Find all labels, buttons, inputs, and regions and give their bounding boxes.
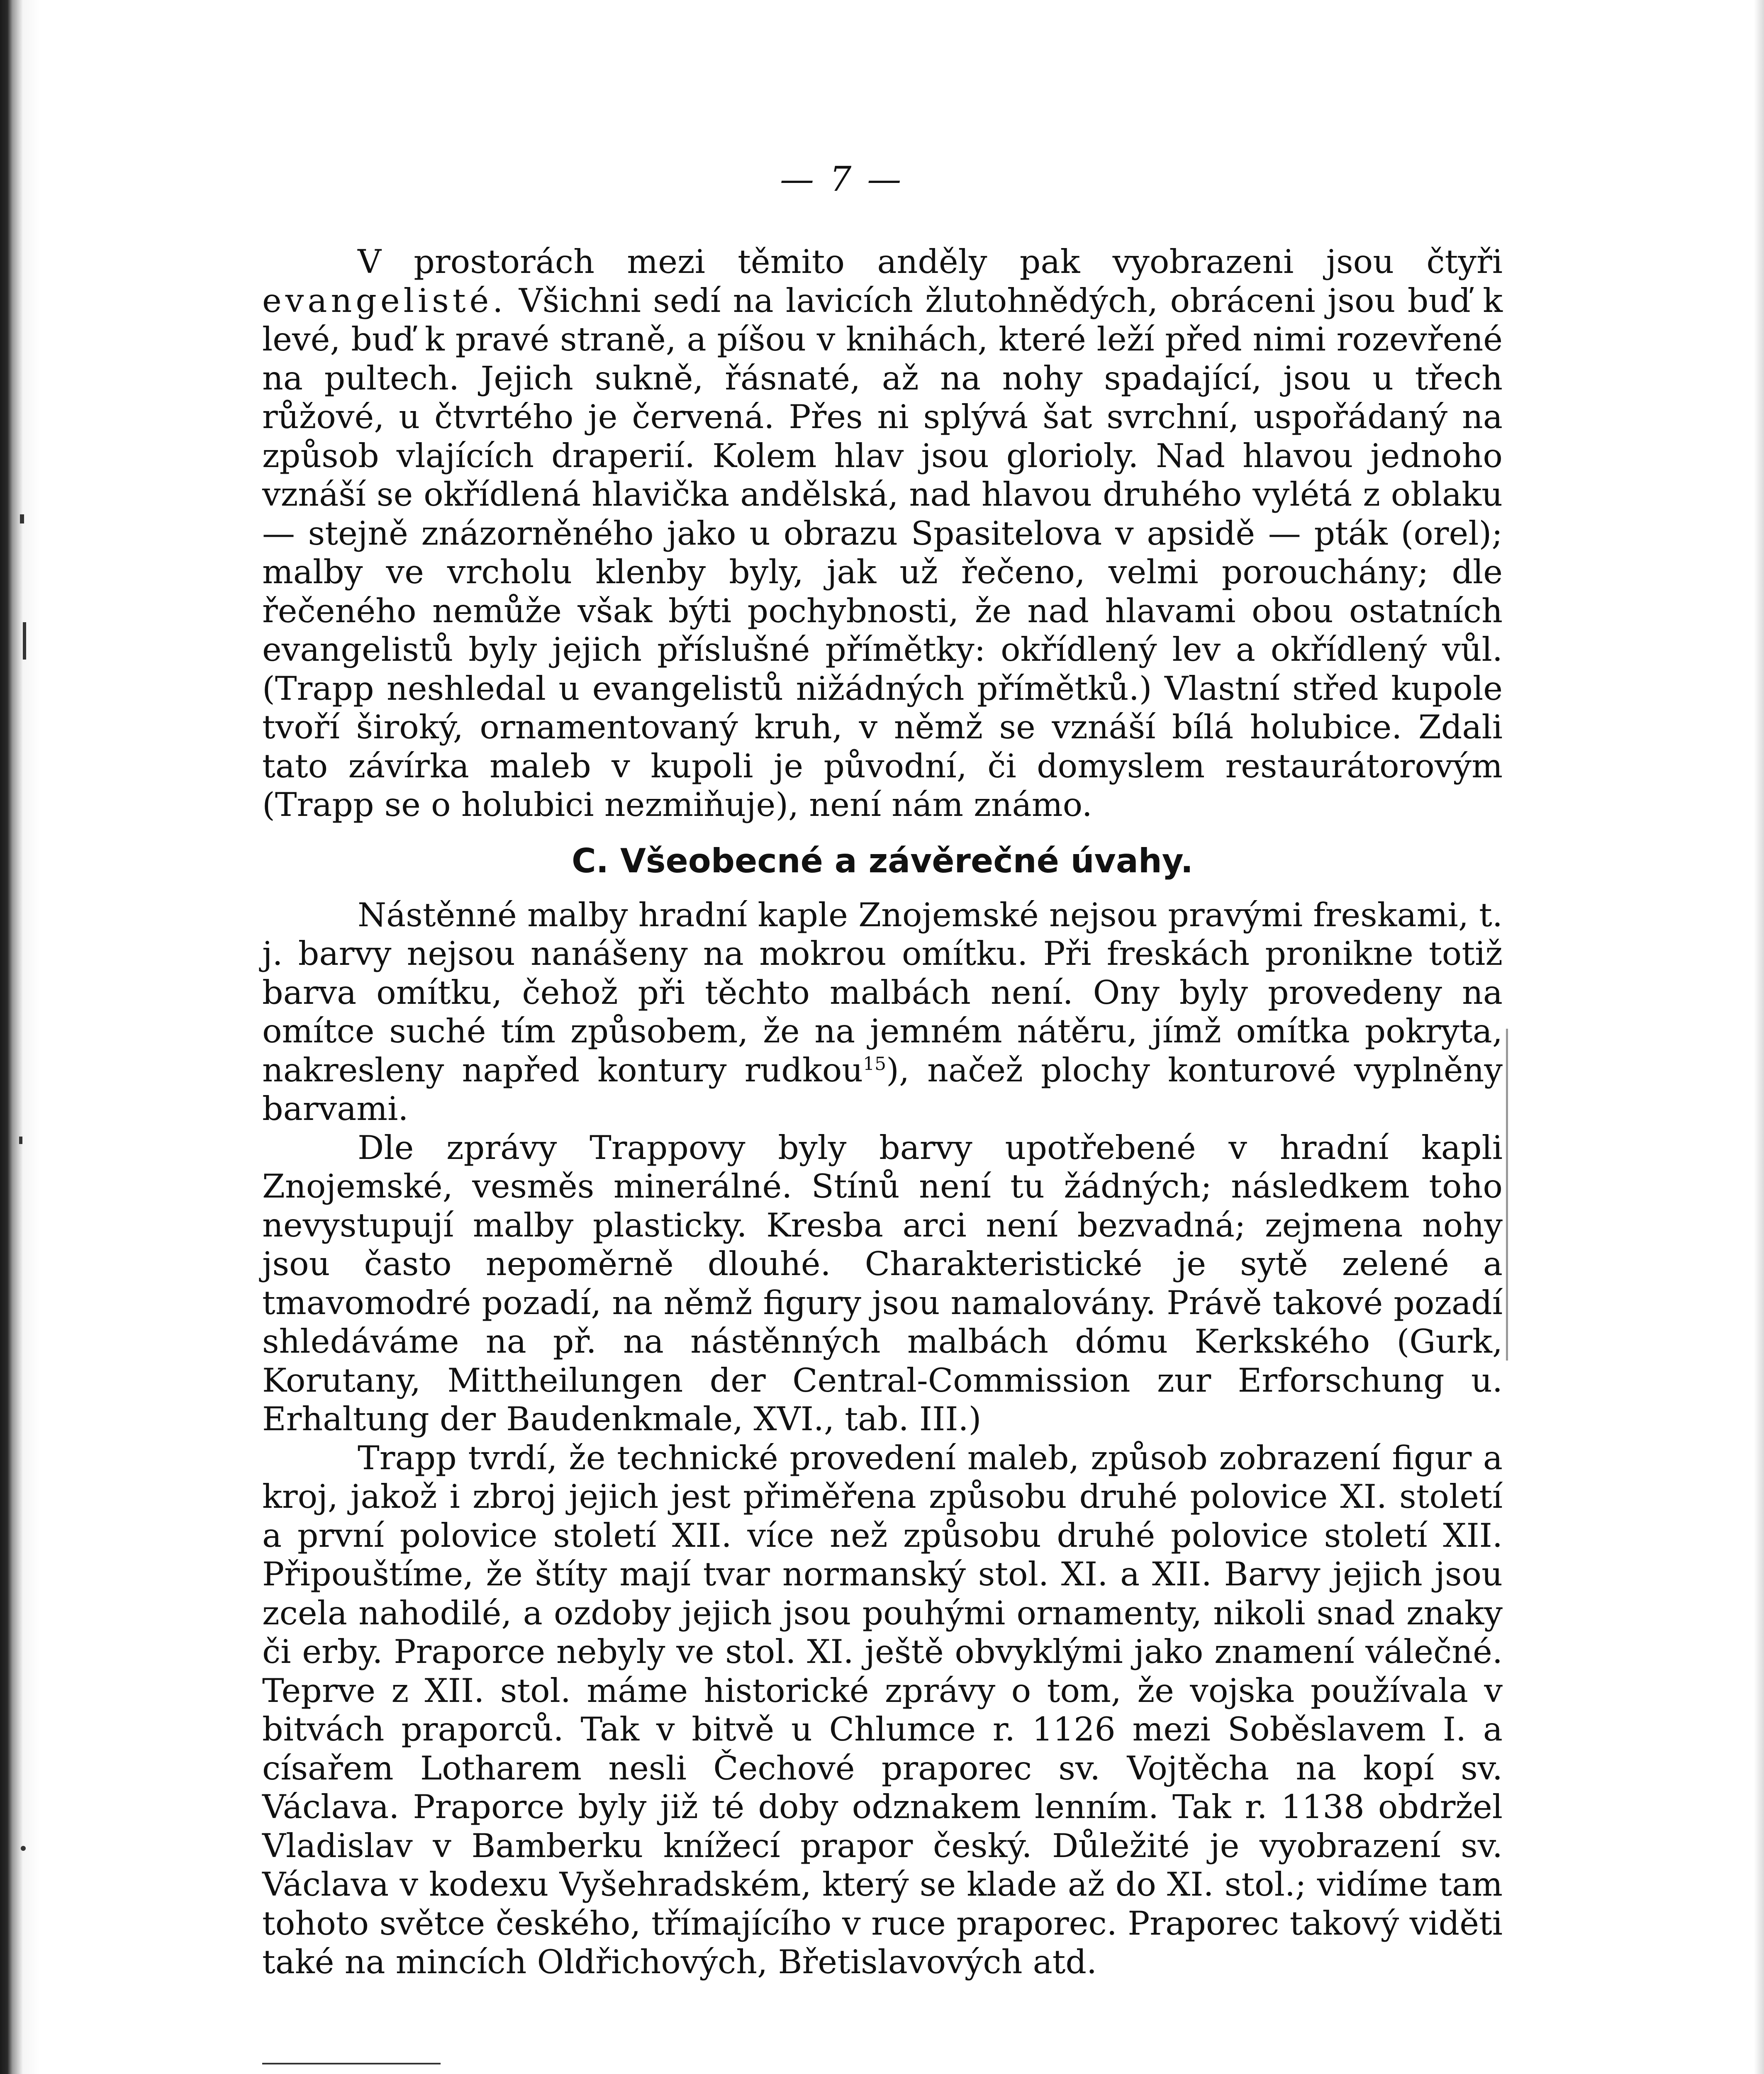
paragraph-colors: Dle zprávy Trappovy byly barvy upotřebené v hradní kapli Znojemské, vesměs minerálné. Stínů není tu žádných; následkem toho nevystupují malby plasticky. Kresba arci není bezvadná; zejmena nohy jsou často nepoměrně dlouhé. Charakteristické je sytě zelené a tmavomodré pozadí, na němž figury jsou namalovány. Právě takové pozadí shledáváme na př. na nástěnných malbách dómu Kerkského (Gurk, Korutany, Mittheilungen der Central-Commission zur Erforschung u. Erhaltung der Baudenkmale, XVI., tab. III.) — [262, 1128, 1503, 1438]
scan-binding-edge — [0, 0, 39, 2074]
paragraph-evangelists: V prostorách mezi těmito anděly pak vyobrazeni jsou čtyři evangelisté. Všichni sedí na lavicích žlutohnědých, obráceni jsou buď k levé, buď k pravé straně, a píšou v knihách, které leží před nimi rozevřené na pultech. Jejich sukně, řásnaté, až na nohy spadající, jsou u třech růžové, u čtvrtého je červená. Přes ni splývá šat svrchní, uspořádaný na způsob vlajících draperií. Kolem hlav jsou glorioly. Nad hlavou jednoho vznáší se okřídlená hlavička andělská, nad hlavou druhého vylétá z oblaku — stejně znázorněného jako u obrazu Spasitelova v apsidě — pták (orel); malby ve vrcholu klenby byly, jak už řečeno, velmi porouchány; dle řečeného nemůže však býti pochybnosti, že nad hlavami obou ostatních evangelistů byly jejich příslušné přímětky: okřídlený lev a okřídlený vůl. (Trapp neshledal u evangelistů nižádných přímětků.) Vlastní střed kupole tvoří široký, ornamentovaný kruh, v němž se vznáší bílá holubice. Zdali tato závírka maleb v kupoli je původní, či domyslem restaurátorovým (Trapp se o holubici nezmiňuje), není nám známo. — [262, 243, 1503, 824]
paragraph-technique: Nástěnné malby hradní kaple Znojemské nejsou pravými freskami, t. j. barvy nejsou nanášeny na mokrou omítku. Při freskách pronikne totiž barva omítku, čehož při těchto malbách není. Ony byly provedeny na omítce suché tím způsobem, že na jemném nátěru, jímž omítka pokryta, nakresleny napřed kontury rudkou$^{15}$), načež plochy konturové vyplněny barvami. — [262, 896, 1503, 1128]
section-heading: C. Všeobecné a závěrečné úvahy. — [572, 841, 1193, 880]
scan-speck — [23, 622, 26, 660]
page-number: — 7 — — [780, 160, 904, 199]
paragraph-dating: Trapp tvrdí, že technické provedení maleb, způsob zobrazení figur a kroj, jakož i zbroj jejich jest přiměřena způsobu druhé polovice XI. století a první polovice století XII. více než způsobu druhé polovice století XII. Připouštíme, že štíty mají tvar normanský stol. XI. a XII. Barvy jejich jsou zcela nahodilé, a ozdoby jejich jsou pouhými ornamenty, nikoli snad znaky či erby. Praporce nebyly ve stol. XI. ještě obvyklými jako znamení válečné. Teprve z XII. stol. máme historické zprávy o tom, že vojska používala v bitvách praporců. Tak v bitvě u Chlumce r. 1126 mezi Soběslavem I. a císařem Lotharem nesli Čechové praporec sv. Vojtěcha na kopí sv. Václava. Praporce byly již té doby odznakem lenním. Tak r. 1138 obdržel Vladislav v Bamberku knížecí prapor český. Důležité je vyobrazení sv. Václava v kodexu Vyšehradském, který se klade až do XI. stol.; vidíme tam tohoto světce českého, třímajícího v ruce praporec. Praporec takový viděti také na mincích Oldřichových, Břetislavových atd. — [262, 1439, 1503, 1981]
footnote-reference: 15 — [863, 1053, 887, 1075]
scan-right-edge — [1754, 0, 1764, 2074]
scan-speck — [20, 514, 24, 523]
scan-speck — [1506, 1029, 1508, 1361]
scan-speck — [19, 1137, 22, 1144]
scan-speck — [21, 1846, 26, 1851]
footnote-divider — [262, 2063, 441, 2064]
main-text — [262, 243, 1503, 1982]
spaced-term: evangelisté. — [262, 281, 507, 320]
